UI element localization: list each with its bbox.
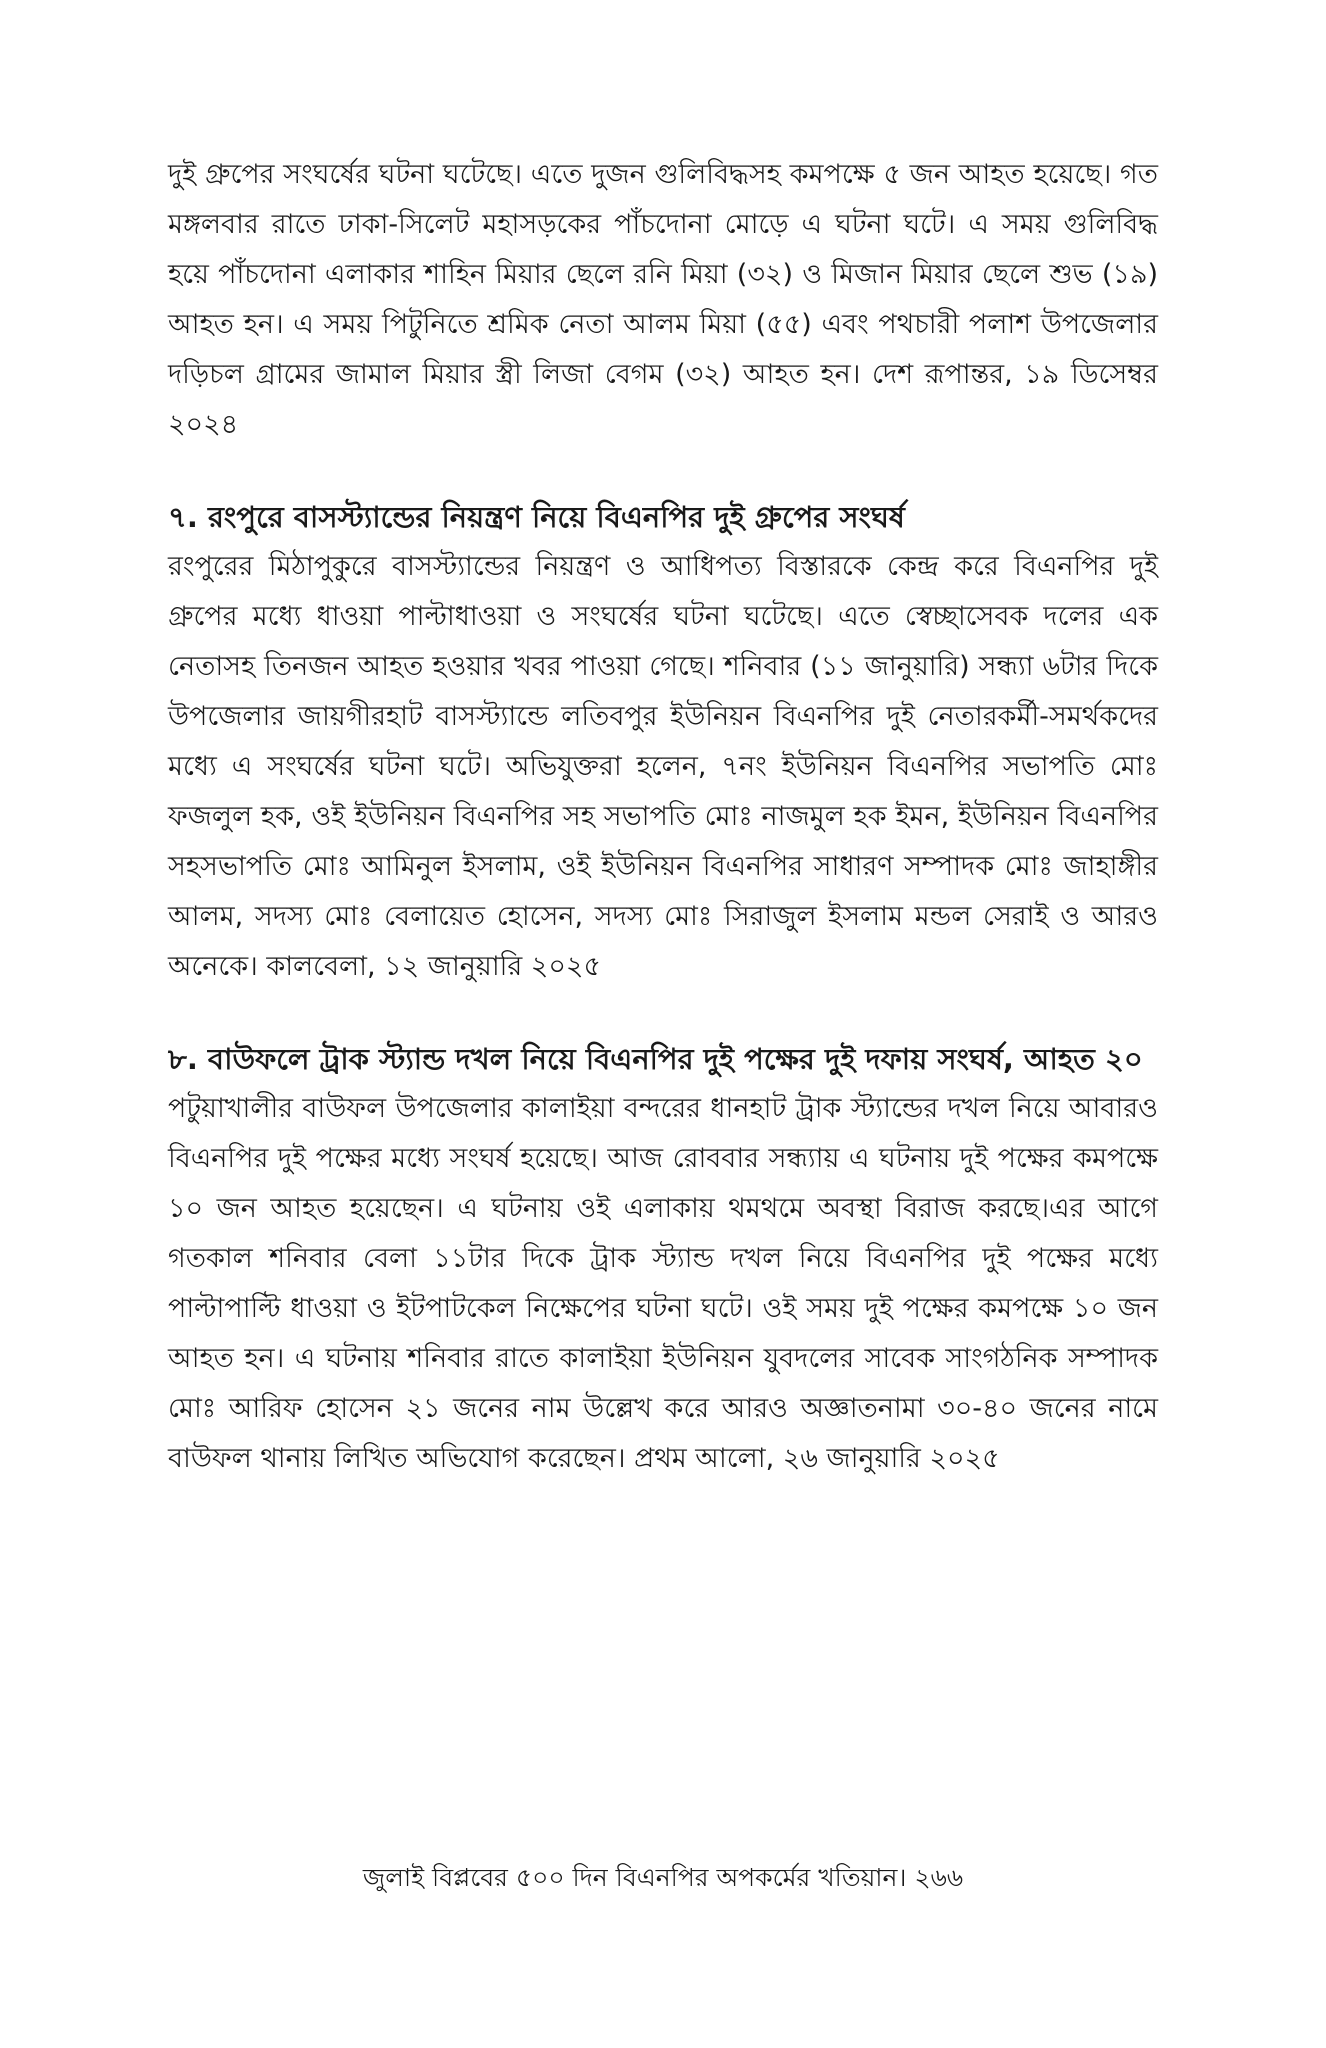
section-8-paragraph: পটুয়াখালীর বাউফল উপজেলার কালাইয়া বন্দরের ধানহাট ট্রাক স্ট্যান্ডের দখল নিয়ে আবারও বিএনপির দুই পক্ষের মধ্যে সংঘর্ষ হয়েছে। আজ রোববার সন্ধ্যায় এ ঘটনায় দুই পক্ষের কমপক্ষে ১০ জন আহত হয়েছেন। এ ঘটনায় ওই এলাকায় থমথমে অবস্থা বিরাজ করছে।এর আগে গতকাল শনিবার বেলা ১১টার দিকে ট্রাক স্ট্যান্ড দখল নিয়ে বিএনপির দুই পক্ষের মধ্যে পাল্টাপাল্টি ধাওয়া ও ইটপাটকেল নিক্ষেপের ঘটনা ঘটে। ওই সময় দুই পক্ষের কমপক্ষে ১০ জন আহত হন। এ ঘটনায় শনিবার রাতে কালাইয়া ইউনিয়ন যুবদলের সাবেক সাংগঠনিক সম্পাদক মোঃ আরিফ হোসেন ২১ জনের নাম উল্লেখ করে আরও অজ্ঞাতনামা ৩০-৪০ জনের নামে বাউফল থানায় লিখিত অভিযোগ করেছেন। প্রথম আলো, ২৬ জানুয়ারি ২০২৫	[168, 1093, 1158, 1474]
page-content	[168, 150, 1158, 1484]
section-spacer	[168, 450, 1158, 492]
page-footer: জুলাই বিপ্লবের ৫০০ দিন বিএনপির অপকর্মের খতিয়ান। ২৬৬	[362, 1863, 964, 1892]
intro-paragraph: দুই গ্রুপের সংঘর্ষের ঘটনা ঘটেছে। এতে দুজন গুলিবিদ্ধসহ কমপক্ষে ৫ জন আহত হয়েছে। গত মঙ্গলবার রাতে ঢাকা-সিলেট মহাসড়কের পাঁচদোনা মোড়ে এ ঘটনা ঘটে। এ সময় গুলিবিদ্ধ হয়ে পাঁচদোনা এলাকার শাহিন মিয়ার ছেলে রনি মিয়া (৩২) ও মিজান মিয়ার ছেলে শুভ (১৯) আহত হন। এ সময় পিটুনিতে শ্রমিক নেতা আলম মিয়া (৫৫) এবং পথচারী পলাশ উপজেলার দড়িচল গ্রামের জামাল মিয়ার স্ত্রী লিজা বেগম (৩২) আহত হন। দেশ রূপান্তর, ১৯ ডিসেম্বর ২০২৪	[168, 159, 1158, 440]
section-8-heading: ৮. বাউফলে ট্রাক স্ট্যান্ড দখল নিয়ে বিএনপির দুই পক্ষের দুই দফায় সংঘর্ষ, আহত ২০	[168, 1042, 1143, 1076]
section-7-heading: ৭. রংপুরে বাসস্ট্যান্ডের নিয়ন্ত্রণ নিয়ে বিএনপির দুই গ্রুপের সংঘর্ষ	[168, 500, 905, 534]
section-spacer	[168, 992, 1158, 1034]
section-7-paragraph: রংপুরের মিঠাপুকুরে বাসস্ট্যান্ডের নিয়ন্ত্রণ ও আধিপত্য বিস্তারকে কেন্দ্র করে বিএনপির দুই গ্রুপের মধ্যে ধাওয়া পাল্টাধাওয়া ও সংঘর্ষের ঘটনা ঘটেছে। এতে স্বেচ্ছাসেবক দলের এক নেতাসহ তিনজন আহত হওয়ার খবর পাওয়া গেছে। শনিবার (১১ জানুয়ারি) সন্ধ্যা ৬টার দিকে উপজেলার জায়গীরহাট বাসস্ট্যান্ডে লতিবপুর ইউনিয়ন বিএনপির দুই নেতারকর্মী-সমর্থকদের মধ্যে এ সংঘর্ষের ঘটনা ঘটে। অভিযুক্তরা হলেন, ৭নং ইউনিয়ন বিএনপির সভাপতি মোঃ ফজলুল হক, ওই ইউনিয়ন বিএনপির সহ সভাপতি মোঃ নাজমুল হক ইমন, ইউনিয়ন বিএনপির সহসভাপতি মোঃ আমিনুল ইসলাম, ওই ইউনিয়ন বিএনপির সাধারণ সম্পাদক মোঃ জাহাঙ্গীর আলম, সদস্য মোঃ বেলায়েত হোসেন, সদস্য মোঃ সিরাজুল ইসলাম মন্ডল সেরাই ও আরও অনেকে। কালবেলা, ১২ জানুয়ারি ২০২৫	[168, 551, 1158, 982]
